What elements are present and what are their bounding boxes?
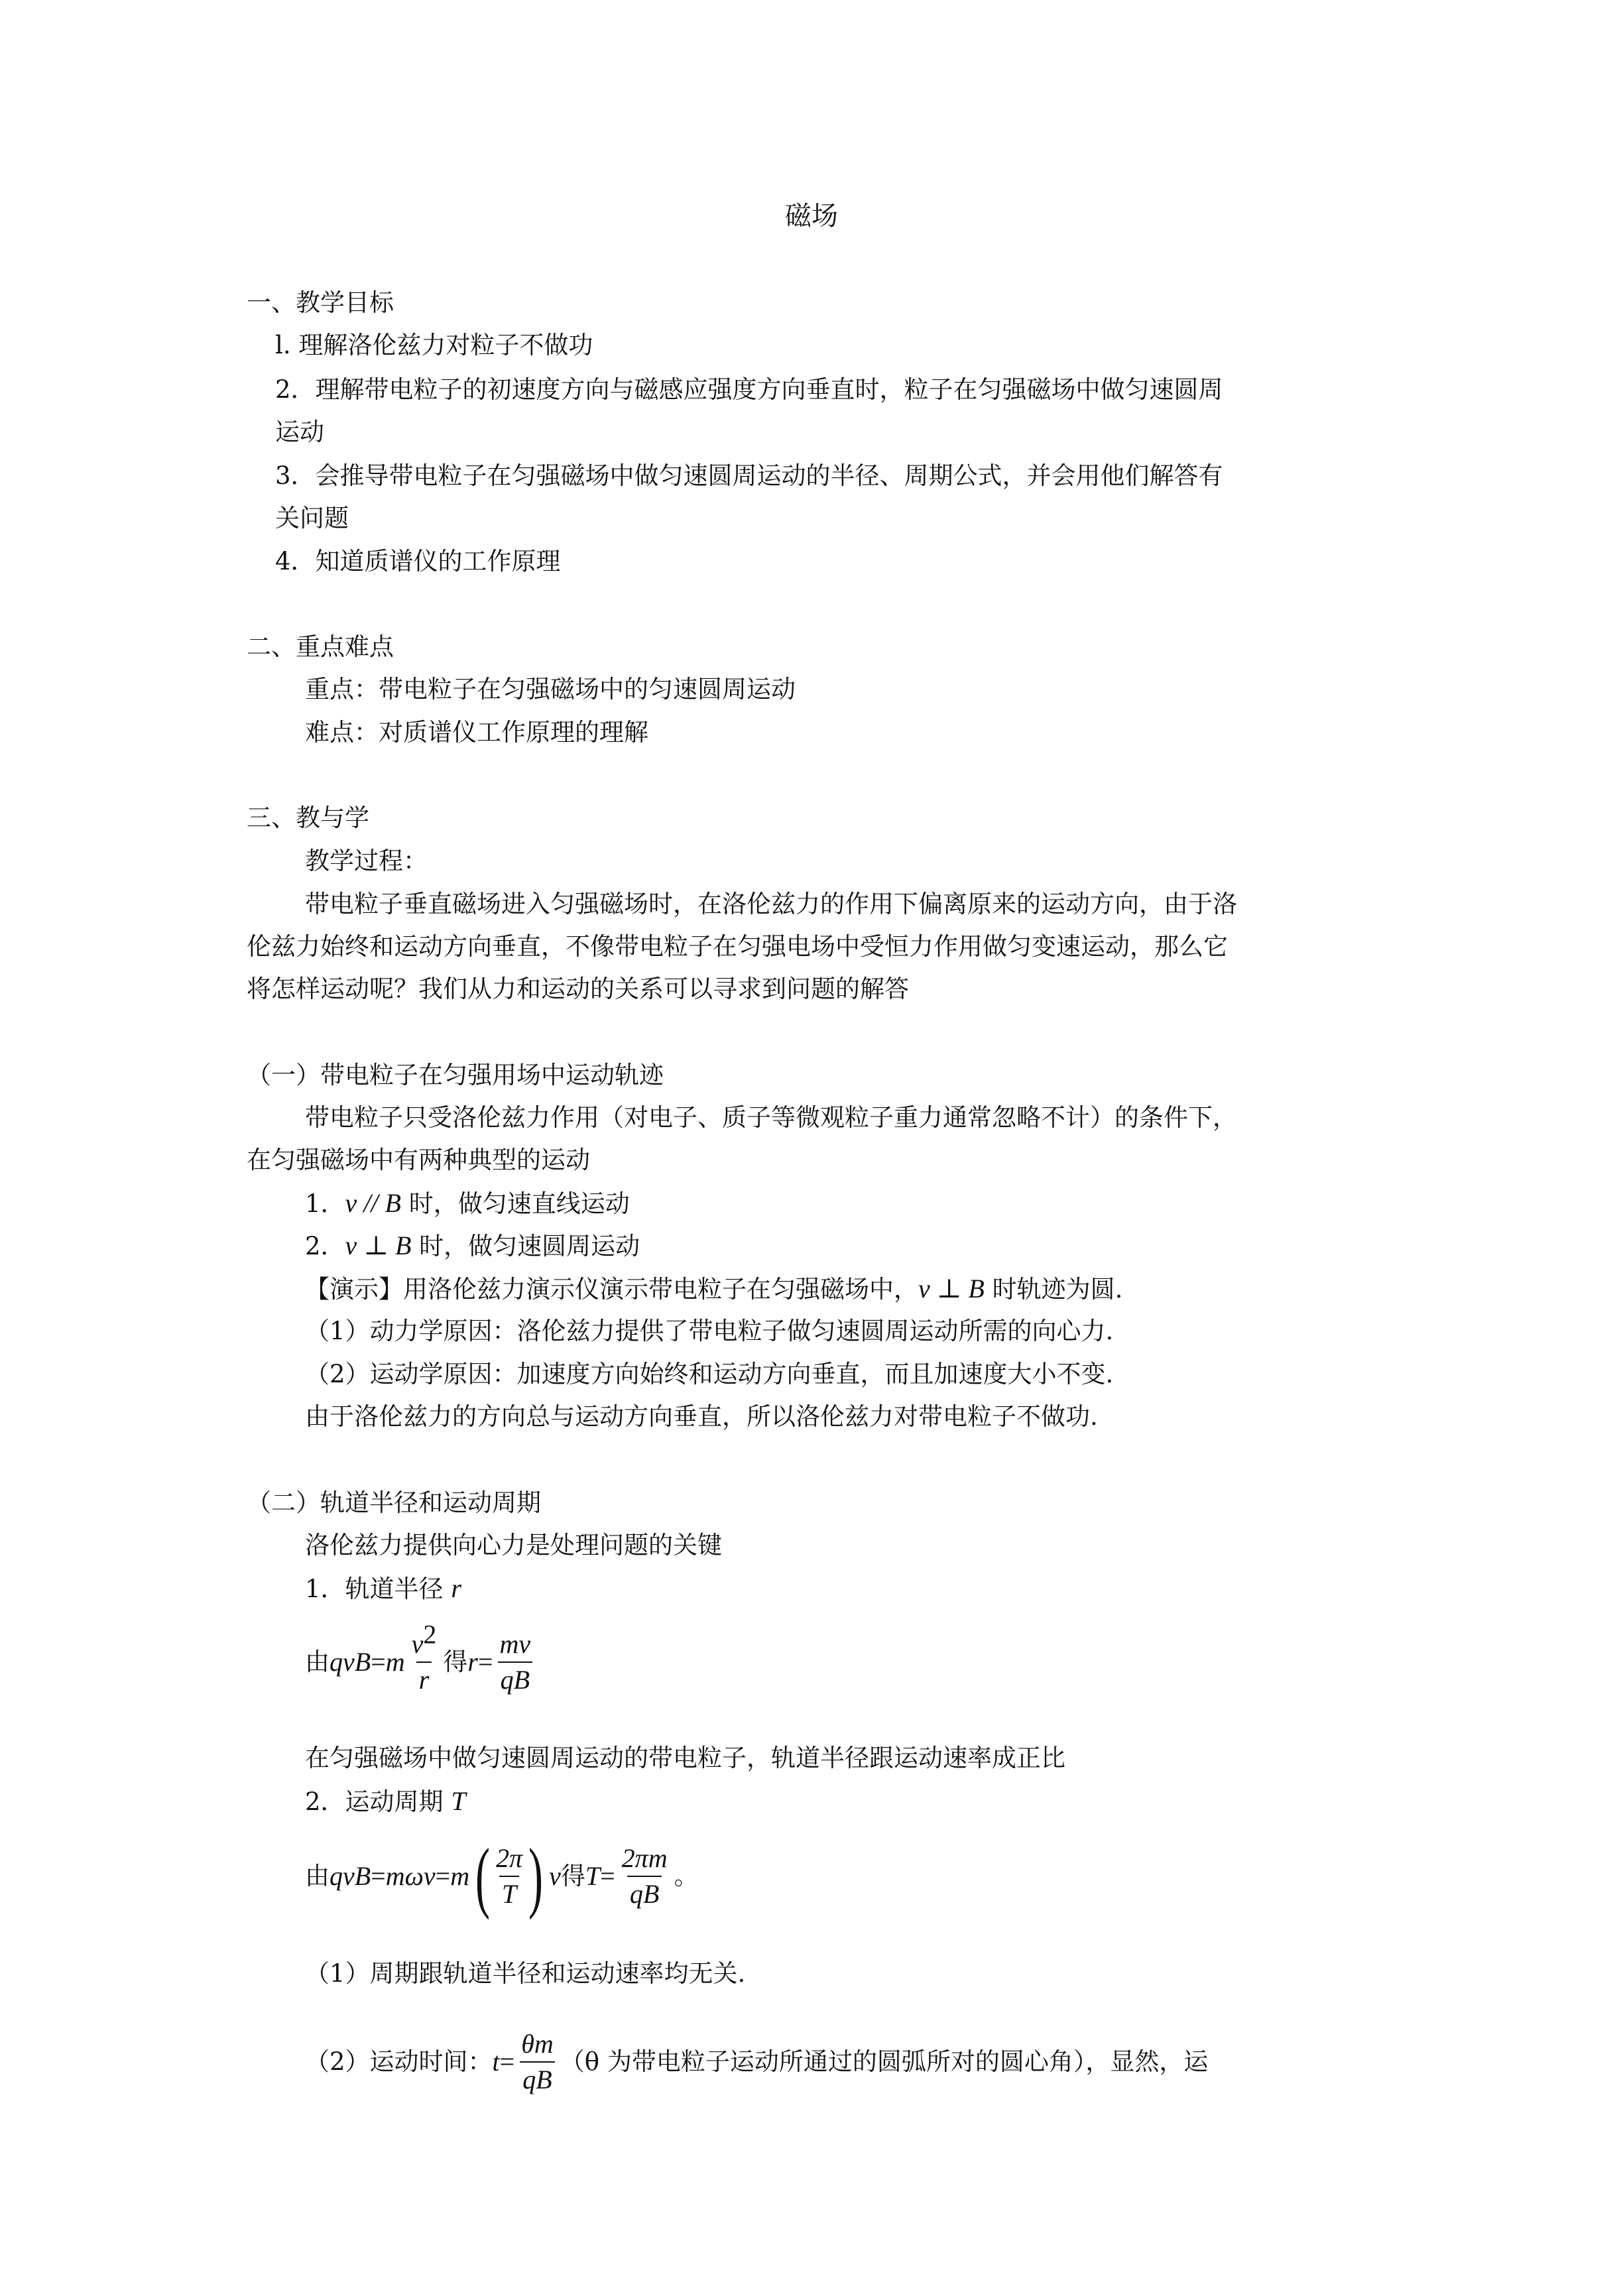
fraction-theta-m-over-qB xyxy=(518,2027,556,2097)
f1-you: 由 xyxy=(305,1648,330,1676)
part2-heading: （二）轨道半径和运动周期 xyxy=(247,1488,541,1517)
f2-m-omega-v: mωv xyxy=(385,1861,436,1891)
var-t: t xyxy=(492,2047,500,2077)
case2-num: 2． xyxy=(305,1232,345,1260)
f1-de: 得 xyxy=(443,1648,468,1676)
f1-lhs: qvB xyxy=(330,1647,371,1677)
fraction-numerator: mv xyxy=(499,1629,531,1659)
goal-item-2-line1: 2．理解带电粒子的初速度方向与磁感应强度方向垂直时，粒子在匀强磁场中做匀速圆周 xyxy=(275,375,1223,404)
intro-line-3: 将怎样运动呢？我们从力和运动的关系可以寻求到问题的解答 xyxy=(247,975,909,1003)
f2-T: T xyxy=(585,1861,601,1891)
f2-de: 得 xyxy=(560,1862,585,1890)
case-perpendicular xyxy=(305,1230,640,1262)
radius-formula xyxy=(305,1619,537,1705)
radius-label xyxy=(305,1573,461,1605)
note2-eq: = xyxy=(499,2047,515,2077)
var-v: v xyxy=(918,1274,930,1303)
demo-line xyxy=(305,1273,1122,1305)
case2-text: 时，做匀速圆周运动 xyxy=(411,1232,640,1260)
fraction-numerator: 2π xyxy=(496,1843,523,1873)
part1-heading: （一）带电粒子在匀强用场中运动轨迹 xyxy=(247,1061,664,1089)
perp-symbol: ⊥ xyxy=(357,1231,395,1260)
reason-1: （1）动力学原因：洛伦兹力提供了带电粒子做匀速圆周运动所需的向心力. xyxy=(305,1317,1114,1345)
intro-line-1: 带电粒子垂直磁场进入匀强磁场时，在洛伦兹力的作用下偏离原来的运动方向，由于洛 xyxy=(305,890,1237,918)
period-note-2 xyxy=(305,2019,1208,2105)
reason-2: （2）运动学原因：加速度方向始终和运动方向垂直，而且加速度大小不变. xyxy=(305,1360,1114,1388)
fraction-numerator: 2πm xyxy=(621,1843,668,1873)
intro-line-2: 伦兹力始终和运动方向垂直，不像带电粒子在匀强电场中受恒力作用做匀变速运动，那么它 xyxy=(247,932,1228,961)
radius-note: 在匀强磁场中做匀速圆周运动的带电粒子，轨道半径跟运动速率成正比 xyxy=(305,1744,1065,1772)
period-label xyxy=(305,1785,466,1818)
right-paren: ) xyxy=(528,1832,544,1920)
note2-post: （θ 为带电粒子运动所通过的圆弧所对的圆心角），显然，运 xyxy=(560,2047,1209,2076)
fraction-v2-over-r xyxy=(409,1619,440,1697)
parallel-symbol: // xyxy=(357,1188,385,1218)
case1-num: 1． xyxy=(305,1189,345,1218)
page-title: 磁场 xyxy=(785,201,838,231)
conclusion: 由于洛伦兹力的方向总与运动方向垂直，所以洛伦兹力对带电粒子不做功. xyxy=(305,1402,1098,1431)
demo-pre: 【演示】用洛伦兹力演示仪演示带电粒子在匀强磁场中， xyxy=(305,1275,918,1303)
section2-heading: 二、重点难点 xyxy=(247,633,394,661)
exponent: 2 xyxy=(423,1619,437,1650)
left-paren: ( xyxy=(475,1832,491,1920)
radius-label-text: 1．轨道半径 xyxy=(305,1575,451,1603)
f2-lhs: qvB xyxy=(330,1861,371,1891)
f2-eq: = xyxy=(371,1861,386,1891)
goal-item-2-line2: 运动 xyxy=(275,418,324,446)
difficult-point: 难点：对质谱仪工作原理的理解 xyxy=(305,718,648,747)
f2-end: 。 xyxy=(674,1862,699,1890)
var-v: v xyxy=(345,1188,357,1218)
fraction-2pim-over-qB xyxy=(619,1841,670,1911)
case-parallel xyxy=(305,1187,630,1220)
period-note-1: （1）周期跟轨道半径和运动速率均无关. xyxy=(305,1959,746,1988)
period-formula xyxy=(305,1833,699,1919)
f2-you: 由 xyxy=(305,1862,330,1890)
section1-heading: 一、教学目标 xyxy=(247,288,394,317)
var-r: r xyxy=(451,1573,461,1603)
section3-heading: 三、教与学 xyxy=(247,804,369,832)
case1-text: 时，做匀速直线运动 xyxy=(400,1189,630,1218)
fraction-denominator: qB xyxy=(627,1876,662,1911)
var-B: B xyxy=(394,1231,412,1260)
fraction-mv-over-qB xyxy=(497,1627,534,1697)
var-v: v xyxy=(411,1629,424,1659)
f2-eq2: = xyxy=(435,1861,451,1891)
teaching-process-label: 教学过程： xyxy=(305,847,428,875)
perp-symbol: ⊥ xyxy=(930,1274,969,1303)
key-point: 重点：带电粒子在匀强磁场中的匀速圆周运动 xyxy=(305,675,796,703)
f2-eq3: = xyxy=(600,1861,615,1891)
fraction-denominator: r xyxy=(416,1662,432,1697)
goal-item-3-line2: 关问题 xyxy=(275,504,349,532)
goal-item-3-line1: 3．会推导带电粒子在匀强磁场中做匀速圆周运动的半径、周期公式，并会用他们解答有 xyxy=(275,461,1223,490)
fraction-denominator: T xyxy=(499,1876,519,1911)
fraction-2pi-over-T xyxy=(493,1841,525,1911)
goal-item-1: l. 理解洛伦兹力对粒子不做功 xyxy=(275,331,593,359)
var-B: B xyxy=(385,1188,401,1218)
f1-eq2: = xyxy=(477,1647,493,1677)
fraction-numerator: θm xyxy=(521,2029,554,2059)
f1-r: r xyxy=(467,1647,478,1677)
fraction-numerator xyxy=(409,1619,440,1662)
part1-para-line1: 带电粒子只受洛伦兹力作用（对电子、质子等微观粒子重力通常忽略不计）的条件下， xyxy=(305,1103,1237,1132)
f1-eq: = xyxy=(371,1647,386,1677)
f2-v: v xyxy=(549,1861,561,1891)
var-T: T xyxy=(451,1786,466,1816)
goal-item-4: 4．知道质谱仪的工作原理 xyxy=(275,547,561,575)
fraction-denominator: qB xyxy=(520,2061,554,2097)
period-label-text: 2．运动周期 xyxy=(305,1787,451,1816)
note2-pre: （2）运动时间： xyxy=(305,2047,493,2076)
f1-m: m xyxy=(385,1647,405,1677)
part1-para-line2: 在匀强磁场中有两种典型的运动 xyxy=(247,1146,590,1174)
var-v: v xyxy=(345,1231,357,1260)
part2-key: 洛伦兹力提供向心力是处理问题的关键 xyxy=(305,1531,722,1559)
var-B: B xyxy=(968,1274,985,1303)
demo-post: 时轨迹为圆. xyxy=(984,1275,1123,1303)
fraction-denominator: qB xyxy=(498,1662,532,1697)
f2-m: m xyxy=(450,1861,470,1891)
